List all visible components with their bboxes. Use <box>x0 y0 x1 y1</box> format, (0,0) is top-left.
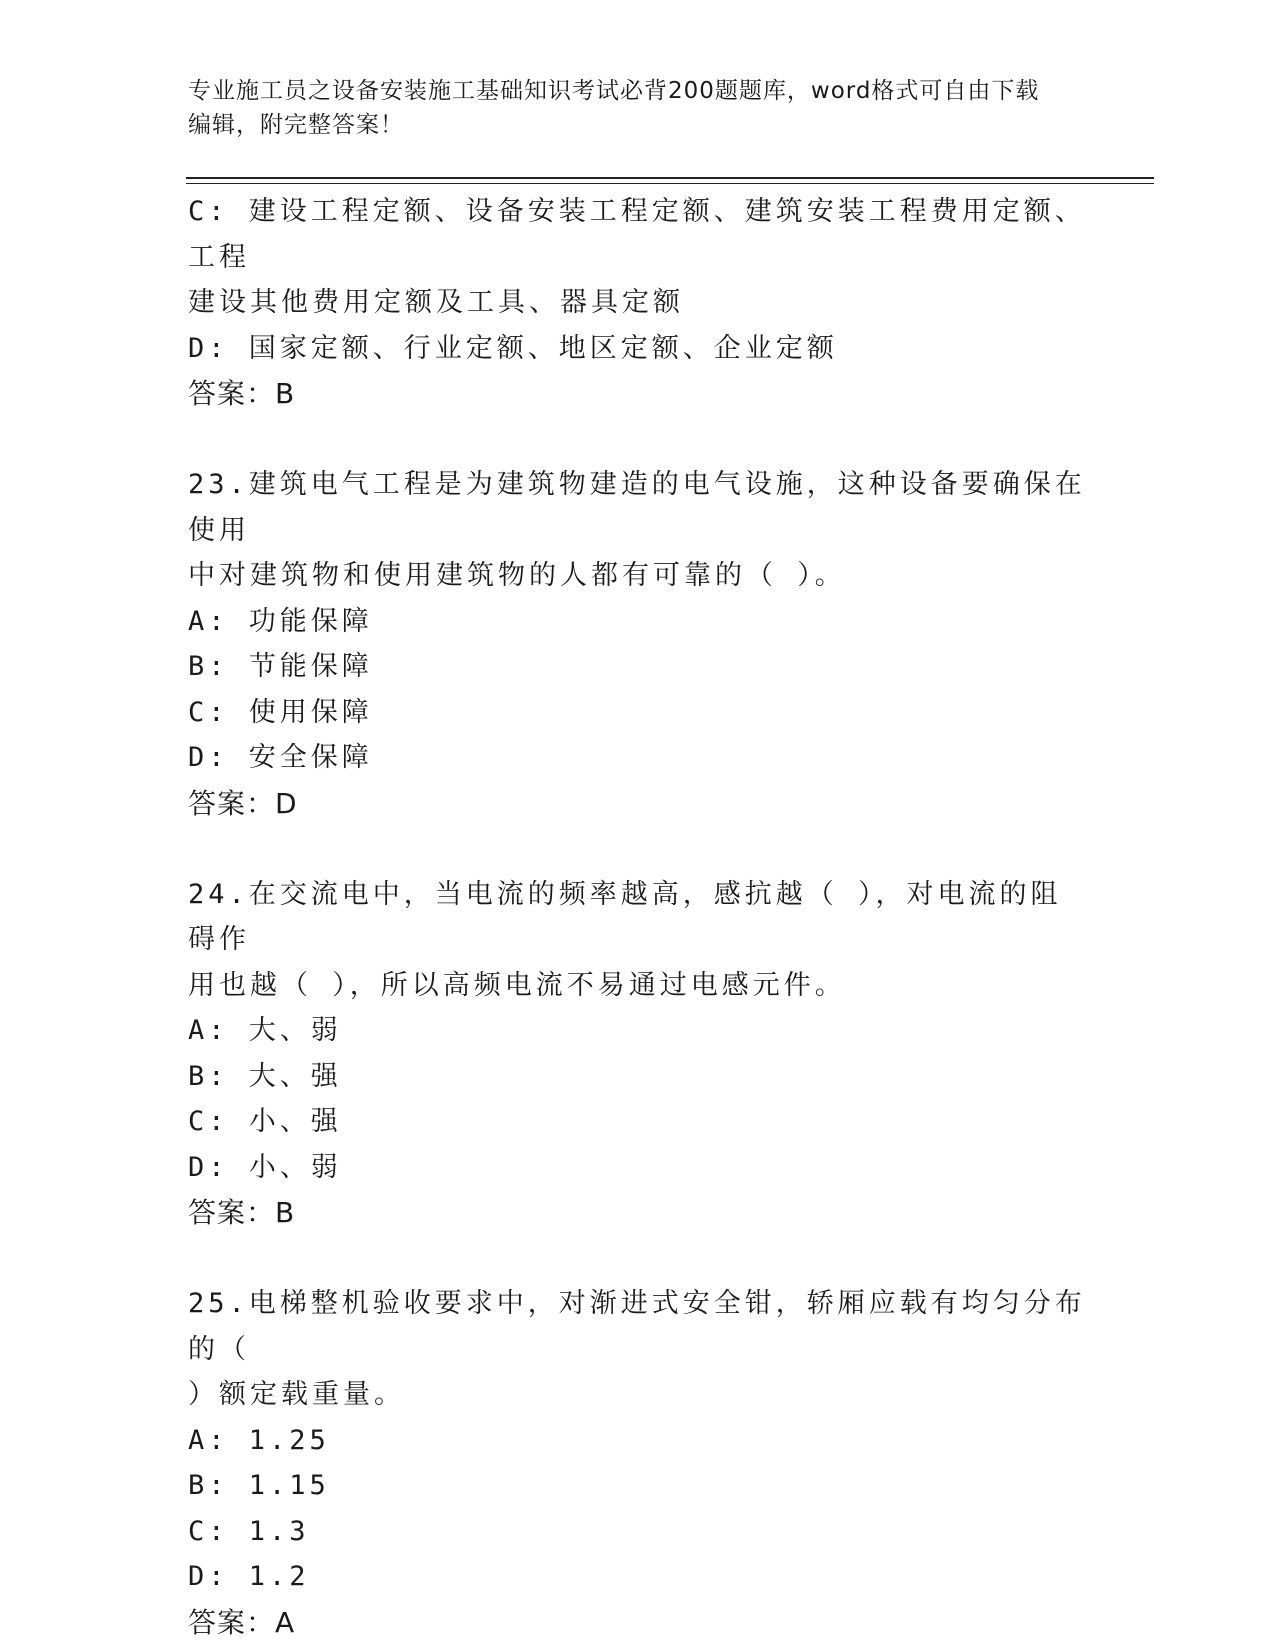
option-c: C: 1.3 <box>188 1515 310 1547</box>
question-24 <box>188 872 1088 1236</box>
spacer <box>188 1236 1088 1282</box>
option-d: D: 安全保障 <box>188 742 373 773</box>
spacer <box>188 826 1088 872</box>
spacer <box>188 417 1088 463</box>
question-stem-line-2: 用也越（ ），所以高频电流不易通过电感元件。 <box>188 969 846 1001</box>
question-stem-line-1: 23.建筑电气工程是为建筑物建造的电气设施，这种设备要确保在使用 <box>188 469 1086 546</box>
question-list <box>188 189 1088 1645</box>
question-stem-line-1: 25.电梯整机验收要求中，对渐进式安全钳，轿厢应载有均匀分布的（ <box>188 1288 1086 1365</box>
question-stem-line-1: 24.在交流电中，当电流的频率越高，感抗越（ ），对电流的阻碍作 <box>188 878 1062 955</box>
carryover-question <box>188 189 1088 417</box>
answer-label: 答案：A <box>188 1605 296 1639</box>
option-a: A: 大、弱 <box>188 1015 342 1046</box>
header-title-line-1: 专业施工员之设备安装施工基础知识考试必背200题题库，word格式可自由下载 <box>188 78 1040 104</box>
question-stem-line-2: ）额定载重量。 <box>188 1379 405 1410</box>
option-d: D: 小、弱 <box>188 1151 342 1183</box>
answer-label: 答案：B <box>188 377 296 410</box>
header-title-line-2: 编辑，附完整答案！ <box>188 112 404 138</box>
question-stem-line-2: 中对建筑物和使用建筑物的人都有可靠的（ ）。 <box>188 560 846 591</box>
option-a: A: 功能保障 <box>188 605 373 637</box>
option-c: C: 小、强 <box>188 1106 342 1137</box>
question-23 <box>188 462 1088 826</box>
option-c-line-1: C: 建设工程定额、设备安装工程定额、建筑安装工程费用定额、工程 <box>188 196 1086 273</box>
option-c-line-2: 建设其他费用定额及工具、器具定额 <box>188 287 684 318</box>
header-divider-thick <box>186 177 1154 179</box>
answer-label: 答案：D <box>188 786 298 820</box>
option-b: B: 1.15 <box>188 1470 330 1501</box>
option-b: B: 节能保障 <box>188 651 373 682</box>
option-d: D: 国家定额、行业定额、地区定额、企业定额 <box>188 332 838 364</box>
option-d: D: 1.2 <box>188 1561 310 1592</box>
document-header <box>188 74 1088 142</box>
question-25 <box>188 1281 1088 1645</box>
option-c: C: 使用保障 <box>188 696 373 728</box>
option-a: A: 1.25 <box>188 1424 330 1456</box>
header-divider-thin <box>186 183 1154 184</box>
option-b: B: 大、强 <box>188 1060 342 1092</box>
answer-label: 答案：B <box>188 1196 296 1229</box>
